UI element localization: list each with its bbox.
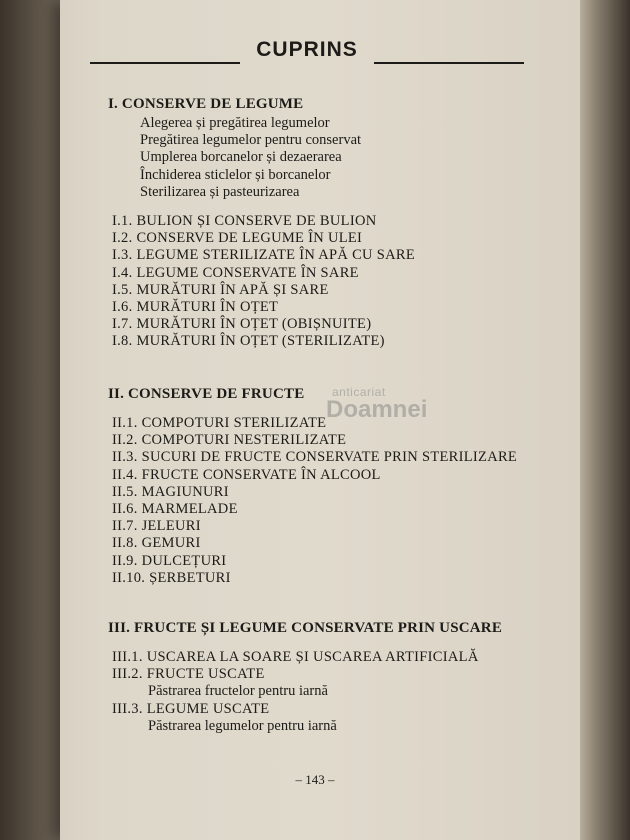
sub-entry: Închiderea sticlelor și borcanelor xyxy=(140,166,331,183)
section-title: III. FRUCTE ȘI LEGUME CONSERVATE PRIN USCARE xyxy=(108,620,503,636)
toc-entry: I.6. MURĂTURI ÎN OȚET xyxy=(112,299,279,316)
header-rule-right xyxy=(374,62,524,64)
toc-entry: III.2. FRUCTE USCATE xyxy=(112,666,265,683)
page-number: – 143 – xyxy=(295,772,335,787)
toc-entry: II.3. SUCURI DE FRUCTE CONSERVATE PRIN STERILIZARE xyxy=(112,449,518,466)
page-edge xyxy=(580,0,630,840)
toc-entry: II.8. GEMURI xyxy=(112,535,201,552)
toc-entry: III.3. LEGUME USCATE xyxy=(112,700,270,717)
toc-entry: II.10. ȘERBETURI xyxy=(112,569,231,586)
toc-entry: II.1. COMPOTURI STERILIZATE xyxy=(112,415,327,431)
toc-entry: III.1. USCAREA LA SOARE ȘI USCAREA ARTIFICIALĂ xyxy=(112,649,479,665)
sub-entry: Sterilizarea și pasteurizarea xyxy=(140,183,300,200)
toc-entry: I.2. CONSERVE DE LEGUME ÎN ULEI xyxy=(112,230,363,247)
toc-entry: I.5. MURĂTURI ÎN APĂ ȘI SARE xyxy=(112,281,329,298)
page-title: CUPRINS xyxy=(256,38,358,61)
toc-entry: II.2. COMPOTURI NESTERILIZATE xyxy=(112,432,347,449)
sub-entry: Păstrarea legumelor pentru iarnă xyxy=(148,717,337,734)
section-uscare xyxy=(108,620,502,735)
toc-entry: II.4. FRUCTE CONSERVATE ÎN ALCOOL xyxy=(112,466,381,483)
watermark-line2: Doamnei xyxy=(326,396,428,423)
toc-entry: II.6. MARMELADE xyxy=(112,501,238,518)
sub-entry: Pregătirea legumelor pentru conservat xyxy=(140,132,362,149)
toc-entry: II.9. DULCEȚURI xyxy=(112,552,227,569)
toc-entry: I.1. BULION ȘI CONSERVE DE BULION xyxy=(112,213,377,230)
header-rule-left xyxy=(90,62,240,64)
section-conserve-fructe xyxy=(108,386,517,587)
sub-entry: Păstrarea fructelor pentru iarnă xyxy=(148,683,328,700)
toc-entry: I.7. MURĂTURI ÎN OȚET (OBIȘNUITE) xyxy=(112,316,372,333)
spacer xyxy=(108,637,502,649)
spacer xyxy=(108,403,517,415)
toc-entry: I.8. MURĂTURI ÎN OȚET (STERILIZATE) xyxy=(112,333,385,350)
book-spine-shadow xyxy=(0,0,60,840)
watermark-line1: anticariat xyxy=(332,385,386,399)
sub-entry: Umplerea borcanelor și dezaerarea xyxy=(140,149,342,166)
toc-entry: I.4. LEGUME CONSERVATE ÎN SARE xyxy=(112,264,359,281)
page-header xyxy=(88,36,528,76)
sub-entry: Alegerea și pregătirea legumelor xyxy=(140,115,330,131)
toc-entry: II.7. JELEURI xyxy=(112,518,201,535)
section-title: I. CONSERVE DE LEGUME xyxy=(108,96,304,112)
toc-entry: II.5. MAGIUNURI xyxy=(112,483,229,500)
section-title: II. CONSERVE DE FRUCTE xyxy=(108,386,305,402)
toc-entry: I.3. LEGUME STERILIZATE ÎN APĂ CU SARE xyxy=(112,247,415,264)
section-conserve-legume xyxy=(108,96,415,351)
spacer xyxy=(108,201,415,213)
